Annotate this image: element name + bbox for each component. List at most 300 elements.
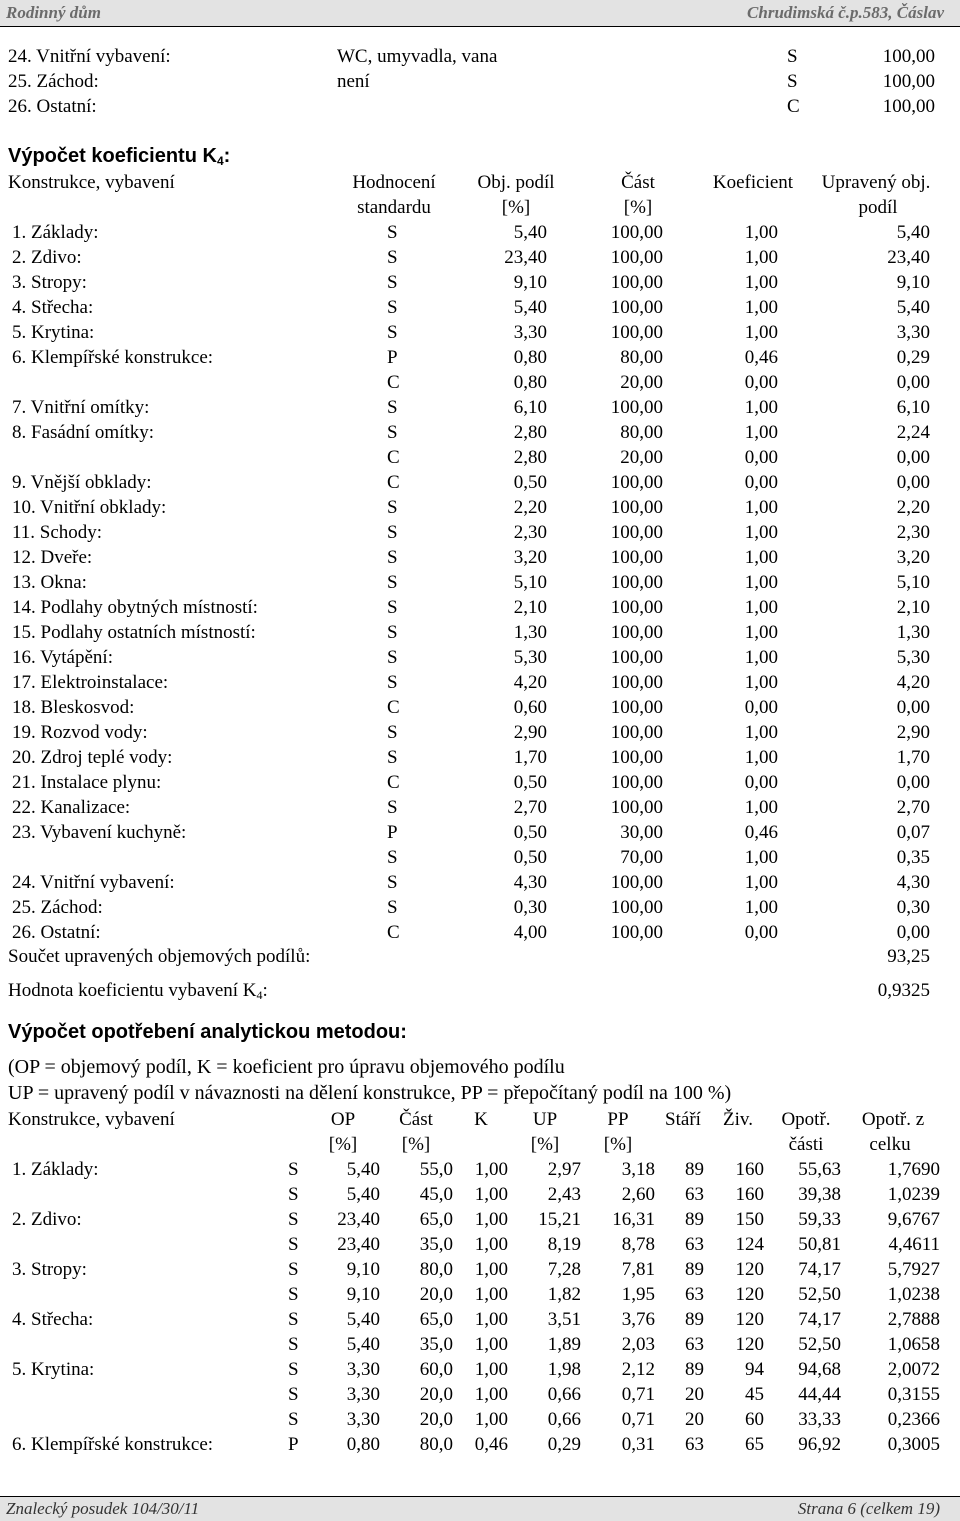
row-adjusted: 0,07 [896,822,930,843]
row-coefficient: 1,00 [744,497,778,518]
row-lifespan: 60 [745,1409,764,1430]
row-label: 3. Stropy: [12,1259,87,1280]
row-standard: S [387,722,398,743]
row-adjusted: 0,00 [896,372,930,393]
row-share: 5,40 [513,297,547,318]
k4-table-row [0,445,960,470]
row-standard: P [387,822,398,843]
row-coefficient: 0,46 [744,347,778,368]
row-share: 0,50 [513,472,547,493]
row-share: 23,40 [337,1209,380,1230]
row-adjusted: 8,19 [547,1234,581,1255]
row-recalculated: 2,12 [621,1359,655,1380]
row-recalculated: 0,71 [621,1409,655,1430]
row-adjusted: 0,29 [896,347,930,368]
item-value: 100,00 [882,71,935,92]
row-coefficient: 1,00 [744,672,778,693]
row-wear-total: 4,4611 [888,1234,940,1255]
k4-table-row [0,295,960,320]
row-share: 0,30 [513,897,547,918]
row-age: 63 [685,1284,704,1305]
col-header: [%] [623,197,653,218]
row-part: 20,0 [419,1409,453,1430]
row-share: 6,10 [513,397,547,418]
row-share: 9,10 [346,1284,380,1305]
row-adjusted: 2,90 [896,722,930,743]
col-header: K [474,1109,488,1130]
wear-note-2 [0,1081,960,1106]
row-coefficient: 1,00 [474,1309,508,1330]
sum-label: Součet upravených objemových podílů: [8,946,311,967]
row-coefficient: 1,00 [474,1334,508,1355]
row-adjusted: 7,28 [547,1259,581,1280]
note-line: (OP = objemový podíl, K = koeficient pro úpravu objemového podílu [8,1056,565,1078]
row-share: 0,60 [513,697,547,718]
row-standard: S [288,1284,299,1305]
k4-table-row [0,745,960,770]
row-wear-part: 96,92 [798,1434,841,1455]
row-part: 100,00 [610,547,663,568]
row-wear-part: 94,68 [798,1359,841,1380]
row-adjusted: 3,51 [547,1309,581,1330]
row-wear-total: 5,7927 [887,1259,940,1280]
row-coefficient: 0,00 [744,447,778,468]
row-share: 3,30 [346,1409,380,1430]
note-line: UP = upravený podíl v návaznosti na dělení konstrukce, PP = přepočítaný podíl na 100 %) [8,1082,732,1104]
row-part: 55,0 [419,1159,453,1180]
row-standard: S [288,1259,299,1280]
row-label: 4. Střecha: [12,1309,94,1330]
row-part: 80,00 [620,347,663,368]
row-lifespan: 120 [735,1284,764,1305]
row-lifespan: 150 [735,1209,764,1230]
row-adjusted: 1,30 [896,622,930,643]
row-label: 12. Dveře: [12,547,93,568]
row-coefficient: 0,00 [744,697,778,718]
row-coefficient: 1,00 [474,1384,508,1405]
row-adjusted: 2,20 [896,497,930,518]
row-adjusted: 0,00 [896,472,930,493]
row-part: 65,0 [419,1309,453,1330]
top-item-row [0,69,960,94]
row-adjusted: 15,21 [538,1209,581,1230]
row-share: 0,50 [513,822,547,843]
row-standard: S [387,572,398,593]
item-value: 100,00 [882,46,935,67]
k4-table-row [0,345,960,370]
k4-table-row [0,920,960,945]
k4-table-row [0,695,960,720]
row-coefficient: 1,00 [744,872,778,893]
k4-table-row [0,645,960,670]
row-share: 2,70 [513,797,547,818]
row-coefficient: 1,00 [474,1409,508,1430]
row-wear-total: 1,0239 [887,1184,940,1205]
coefficient-label-subscript: 4 [256,988,263,1002]
col-header: PP [607,1109,629,1130]
row-standard: S [288,1359,299,1380]
row-label: 5. Krytina: [12,1359,95,1380]
row-coefficient: 1,00 [744,647,778,668]
row-part: 20,0 [419,1284,453,1305]
row-part: 100,00 [610,397,663,418]
row-standard: S [387,497,398,518]
k4-title-text: Výpočet koeficientu K [8,145,217,167]
row-lifespan: 65 [745,1434,764,1455]
row-age: 63 [685,1334,704,1355]
k4-table-row [0,420,960,445]
row-share: 0,50 [513,772,547,793]
row-label: 9. Vnější obklady: [12,472,152,493]
row-share: 9,10 [513,272,547,293]
wear-table-row [0,1257,960,1282]
k4-table-row [0,320,960,345]
row-wear-part: 74,17 [798,1259,841,1280]
col-header: [%] [401,1134,431,1155]
row-label: 3. Stropy: [12,272,87,293]
col-header: Živ. [723,1109,753,1130]
wear-table-row [0,1382,960,1407]
row-label: 15. Podlahy ostatních místností: [12,622,256,643]
row-standard: C [387,472,400,493]
k4-sum-row [0,944,960,969]
row-coefficient: 1,00 [744,222,778,243]
row-share: 5,40 [346,1309,380,1330]
row-part: 100,00 [610,247,663,268]
row-adjusted: 2,70 [896,797,930,818]
row-standard: S [387,872,398,893]
row-lifespan: 120 [735,1259,764,1280]
row-lifespan: 160 [735,1184,764,1205]
row-adjusted: 0,29 [547,1434,581,1455]
row-part: 100,00 [610,222,663,243]
row-part: 100,00 [610,722,663,743]
row-standard: S [387,397,398,418]
row-adjusted: 5,40 [896,297,930,318]
row-coefficient: 1,00 [744,622,778,643]
k4-table-row [0,770,960,795]
row-part: 100,00 [610,797,663,818]
row-coefficient: 1,00 [474,1284,508,1305]
k4-heading [0,144,960,169]
row-standard: S [288,1384,299,1405]
row-label: 8. Fasádní omítky: [12,422,154,443]
col-header: [%] [328,1134,358,1155]
row-adjusted: 9,10 [896,272,930,293]
row-standard: S [387,422,398,443]
col-header: standardu [357,197,431,218]
row-wear-part: 44,44 [798,1384,841,1405]
row-part: 100,00 [610,522,663,543]
row-standard: C [387,772,400,793]
k4-coefficient-row [0,978,960,1003]
row-adjusted: 0,66 [547,1409,581,1430]
row-share: 4,20 [513,672,547,693]
row-standard: S [387,672,398,693]
row-coefficient: 1,00 [744,322,778,343]
row-standard: S [387,797,398,818]
row-part: 20,00 [620,372,663,393]
row-coefficient: 1,00 [474,1184,508,1205]
row-adjusted: 23,40 [887,247,930,268]
row-part: 100,00 [610,622,663,643]
row-standard: S [387,547,398,568]
row-share: 0,80 [513,347,547,368]
k4-table-row [0,870,960,895]
row-coefficient: 1,00 [474,1359,508,1380]
row-recalculated: 2,60 [621,1184,655,1205]
row-wear-part: 50,81 [798,1234,841,1255]
k4-table-row [0,720,960,745]
row-label: 19. Rozvod vody: [12,722,148,743]
row-wear-total: 1,0658 [887,1334,940,1355]
row-coefficient: 1,00 [474,1234,508,1255]
col-header: části [788,1134,824,1155]
row-part: 70,00 [620,847,663,868]
sum-value: 93,25 [887,946,930,967]
row-adjusted: 0,00 [896,697,930,718]
k4-title-suffix: : [223,145,231,167]
row-adjusted: 2,97 [547,1159,581,1180]
k4-table-row [0,520,960,545]
col-header: celku [869,1134,911,1155]
row-standard: C [387,372,400,393]
row-age: 89 [685,1159,704,1180]
row-recalculated: 0,71 [621,1384,655,1405]
k4-table-header-2 [0,195,960,220]
row-wear-total: 0,2366 [887,1409,940,1430]
row-adjusted: 5,30 [896,647,930,668]
row-standard: S [288,1234,299,1255]
row-share: 3,30 [346,1359,380,1380]
row-label: 6. Klempířské konstrukce: [12,347,214,368]
row-share: 1,30 [513,622,547,643]
item-value: 100,00 [882,96,935,117]
row-share: 2,10 [513,597,547,618]
footer-left: Znalecký posudek 104/30/11 [6,1499,200,1518]
row-adjusted: 0,35 [896,847,930,868]
row-part: 100,00 [610,597,663,618]
row-wear-total: 2,7888 [887,1309,940,1330]
row-coefficient: 1,00 [744,747,778,768]
row-age: 89 [685,1259,704,1280]
row-label: 25. Záchod: [12,897,103,918]
col-header: Stáří [665,1109,701,1130]
row-age: 63 [685,1434,704,1455]
row-recalculated: 7,81 [621,1259,655,1280]
k4-table-row [0,845,960,870]
row-coefficient: 0,00 [744,372,778,393]
row-part: 65,0 [419,1209,453,1230]
row-age: 63 [685,1184,704,1205]
k4-table-row [0,620,960,645]
row-part: 35,0 [419,1334,453,1355]
item-label: 26. Ostatní: [8,96,97,117]
row-adjusted: 3,30 [896,322,930,343]
k4-table-row [0,895,960,920]
row-share: 5,30 [513,647,547,668]
col-header: Upravený obj. [821,172,931,193]
row-part: 35,0 [419,1234,453,1255]
row-wear-part: 52,50 [798,1334,841,1355]
header-left: Rodinný dům [6,3,101,22]
row-standard: S [288,1409,299,1430]
row-share: 5,40 [346,1184,380,1205]
k4-title [8,144,230,169]
col-header: podíl [858,197,898,218]
k4-table-row [0,570,960,595]
row-label: 17. Elektroinstalace: [12,672,169,693]
row-lifespan: 120 [735,1309,764,1330]
row-share: 2,30 [513,522,547,543]
row-share: 2,80 [513,422,547,443]
row-coefficient: 1,00 [744,422,778,443]
row-adjusted: 2,24 [896,422,930,443]
row-coefficient: 0,00 [744,772,778,793]
item-label: 24. Vnitřní vybavení: [8,46,171,67]
k4-table-row [0,270,960,295]
wear-table-header-2 [0,1132,960,1157]
row-coefficient: 1,00 [474,1159,508,1180]
row-recalculated: 16,31 [612,1209,655,1230]
page-header [0,0,960,27]
row-share: 4,00 [513,922,547,943]
row-label: 4. Střecha: [12,297,94,318]
row-adjusted: 2,30 [896,522,930,543]
row-label: 6. Klempířské konstrukce: [12,1434,214,1455]
col-header: [%] [501,197,531,218]
k4-table-row [0,370,960,395]
item-grade: C [787,96,800,117]
row-coefficient: 1,00 [744,522,778,543]
row-lifespan: 124 [735,1234,764,1255]
row-standard: S [288,1209,299,1230]
col-header: Část [621,172,655,193]
top-item-row [0,44,960,69]
row-share: 5,40 [346,1159,380,1180]
row-adjusted: 0,66 [547,1384,581,1405]
row-part: 100,00 [610,747,663,768]
row-adjusted: 1,98 [547,1359,581,1380]
row-coefficient: 1,00 [744,247,778,268]
col-header: Obj. podíl [477,172,555,193]
row-label: 16. Vytápění: [12,647,113,668]
row-share: 9,10 [346,1259,380,1280]
row-coefficient: 1,00 [744,722,778,743]
coefficient-value: 0,9325 [877,980,930,1001]
row-share: 4,30 [513,872,547,893]
row-share: 5,10 [513,572,547,593]
row-wear-total: 1,7690 [887,1159,940,1180]
row-standard: S [288,1159,299,1180]
row-part: 100,00 [610,647,663,668]
row-label: 14. Podlahy obytných místností: [12,597,258,618]
col-header: Konstrukce, vybavení [8,1109,175,1130]
row-wear-part: 33,33 [798,1409,841,1430]
row-adjusted: 1,82 [547,1284,581,1305]
k4-table-row [0,220,960,245]
row-label: 2. Zdivo: [12,1209,82,1230]
row-standard: P [288,1434,299,1455]
coefficient-label-text: Hodnota koeficientu vybavení K [8,980,257,1001]
row-share: 2,90 [513,722,547,743]
row-coefficient: 0,00 [744,472,778,493]
row-share: 0,80 [346,1434,380,1455]
row-age: 63 [685,1234,704,1255]
row-recalculated: 3,18 [621,1159,655,1180]
k4-table-header [0,170,960,195]
col-header: [%] [603,1134,633,1155]
item-label: 25. Záchod: [8,71,99,92]
k4-title-subscript: 4 [216,154,224,168]
row-standard: S [288,1184,299,1205]
row-part: 30,00 [620,822,663,843]
k4-table-row [0,795,960,820]
row-coefficient: 1,00 [744,572,778,593]
k4-table-row [0,820,960,845]
row-coefficient: 1,00 [744,272,778,293]
row-label: 23. Vybavení kuchyně: [12,822,187,843]
row-wear-part: 59,33 [798,1209,841,1230]
row-lifespan: 94 [745,1359,764,1380]
row-recalculated: 1,95 [621,1284,655,1305]
col-header: [%] [530,1134,560,1155]
row-adjusted: 0,00 [896,922,930,943]
row-part: 100,00 [610,297,663,318]
k4-table-row [0,595,960,620]
row-lifespan: 120 [735,1334,764,1355]
row-standard: S [387,522,398,543]
k4-table-row [0,395,960,420]
row-part: 100,00 [610,322,663,343]
row-share: 0,80 [513,372,547,393]
row-label: 18. Bleskosvod: [12,697,135,718]
col-header: Část [399,1109,433,1130]
row-standard: C [387,922,400,943]
row-standard: S [387,297,398,318]
row-part: 100,00 [610,672,663,693]
k4-table-row [0,470,960,495]
wear-table-row [0,1432,960,1457]
row-recalculated: 3,76 [621,1309,655,1330]
wear-table-row [0,1307,960,1332]
row-adjusted: 0,30 [896,897,930,918]
k4-table-row [0,670,960,695]
item-description: WC, umyvadla, vana [337,46,498,67]
row-part: 100,00 [610,697,663,718]
row-standard: S [387,247,398,268]
row-part: 100,00 [610,272,663,293]
row-label: 24. Vnitřní vybavení: [12,872,175,893]
row-coefficient: 1,00 [744,297,778,318]
row-part: 80,0 [419,1434,453,1455]
wear-table-row [0,1282,960,1307]
row-adjusted: 4,20 [896,672,930,693]
row-part: 20,00 [620,447,663,468]
row-recalculated: 2,03 [621,1334,655,1355]
row-wear-total: 9,6767 [887,1209,940,1230]
k4-table-row [0,545,960,570]
row-label: 20. Zdroj teplé vody: [12,747,173,768]
row-coefficient: 1,00 [744,547,778,568]
row-standard: S [288,1334,299,1355]
wear-table-row [0,1407,960,1432]
row-adjusted: 1,70 [896,747,930,768]
row-adjusted: 2,43 [547,1184,581,1205]
row-standard: S [387,222,398,243]
row-lifespan: 160 [735,1159,764,1180]
row-label: 10. Vnitřní obklady: [12,497,167,518]
